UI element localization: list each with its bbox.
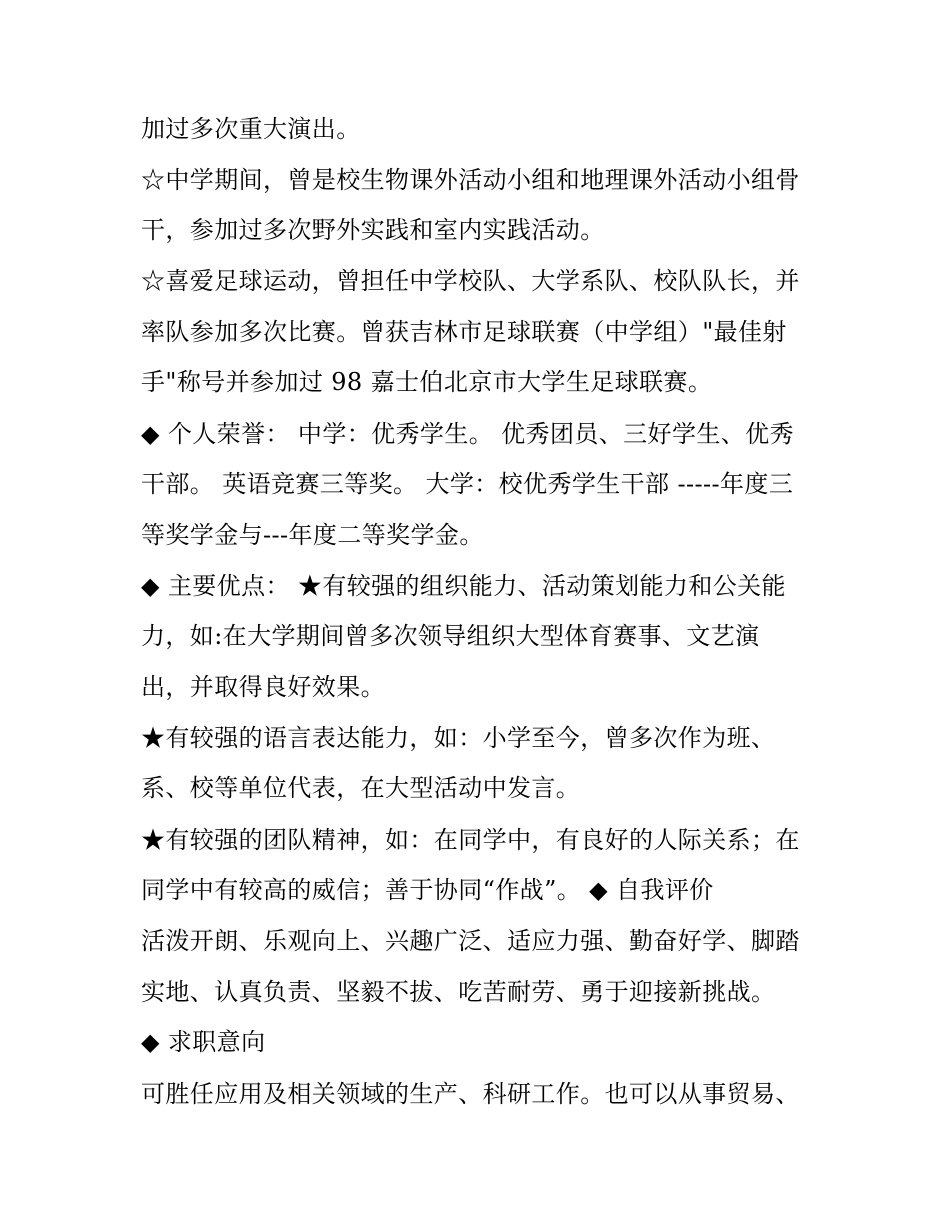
text-line: 等奖学金与---年度二等奖学金。 (141, 521, 484, 549)
text-line: 力，如:在大学期间曾多次领导组织大型体育赛事、文艺演 (141, 622, 760, 650)
text-line: ★有较强的团队精神，如：在同学中，有良好的人际关系；在 (141, 826, 800, 854)
text-line: 率队参加多次比赛。曾获吉林市足球联赛（中学组）"最佳射 (141, 318, 787, 346)
text-line: 手"称号并参加过 98 嘉士伯北京市大学生足球联赛。 (141, 368, 713, 396)
text-line: 干，参加过多次野外实践和室内实践活动。 (141, 216, 605, 244)
text-line: 活泼开朗、乐观向上、兴趣广泛、适应力强、勤奋好学、脚踏 (141, 927, 800, 955)
text-line: ◆ 个人荣誉： 中学：优秀学生。 优秀团员、三好学生、优秀 (141, 420, 794, 448)
text-line: ☆中学期间，曾是校生物课外活动小组和地理课外活动小组骨 (141, 166, 800, 194)
text-line: 实地、认真负责、坚毅不拔、吃苦耐劳、勇于迎接新挑战。 (141, 978, 776, 1006)
text-line: ◆ 主要优点： ★有较强的组织能力、活动策划能力和公关能 (141, 572, 786, 600)
text-line: ☆喜爱足球运动，曾担任中学校队、大学系队、校队队长，并 (141, 267, 800, 295)
text-line: 系、校等单位代表，在大型活动中发言。 (141, 774, 581, 802)
text-line: 出，并取得良好效果。 (141, 673, 385, 701)
text-line: 同学中有较高的威信；善于协同“作战”。 ◆ 自我评价 (141, 876, 714, 904)
text-line: 可胜任应用及相关领域的生产、科研工作。也可以从事贸易、 (141, 1080, 800, 1108)
text-line: ★有较强的语言表达能力，如：小学至今，曾多次作为班、 (141, 724, 776, 752)
text-line: ◆ 求职意向 (141, 1028, 266, 1056)
text-line: 干部。 英语竞赛三等奖。 大学：校优秀学生干部 -----年度三 (141, 470, 794, 498)
text-line: 加过多次重大演出。 (141, 115, 361, 143)
